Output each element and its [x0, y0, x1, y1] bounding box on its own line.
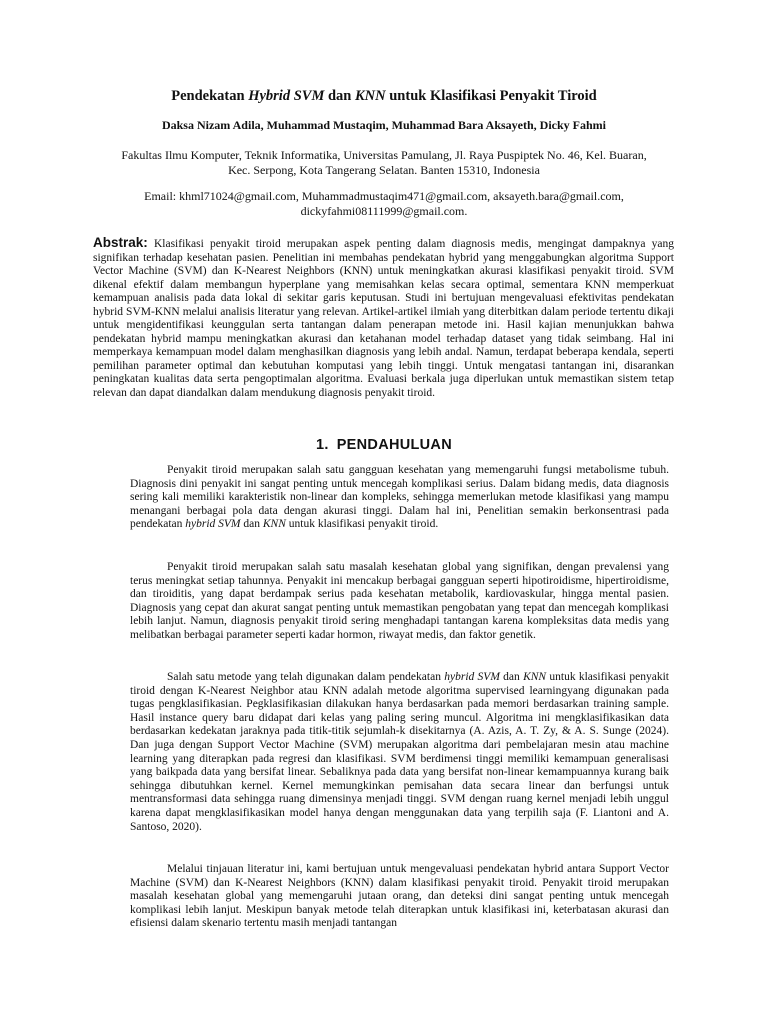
abstract-text: Klasifikasi penyakit tiroid merupakan aspek penting dalam diagnosis medis, mengingat dampaknya yang signifikan terhadap kesehatan pasien. Penelitian ini membahas pendekatan hybrid yang menggabungkan algoritma Support Vector Machine (SVM) dan K-Nearest Neighbors (KNN) untuk meningkatkan akurasi klasifikasi penyakit tiroid. SVM dikenal efektif dalam membangun hyperplane yang memisahkan kelas secara optimal, sementara KNN memperkuat kemampuan analisis pada data lokal di sekitar garis keputusan. Studi ini bertujuan mengevaluasi efektivitas pendekatan hybrid SVM-KNN melalui analisis literatur yang relevan. Artikel-artikel ilmiah yang diterbitkan dalam periode tertentu dikaji untuk mengidentifikasi keunggulan serta tantangan dalam penerapan metode ini. Hasil kajian menunjukkan bahwa pendekatan hybrid mampu meningkatkan akurasi dan ketahanan model terhadap dataset yang tidak seimbang. Hal ini memperkaya kemampuan model dalam menghasilkan diagnosis yang lebih andal. Namun, terdapat beberapa kendala, seperti pemilihan parameter optimal dan kebutuhan komputasi yang lebih tinggi. Untuk mengatasi tantangan ini, disarankan peningkatan kualitas data serta pengoptimalan algoritma. Evaluasi berkala juga diperlukan untuk memastikan sistem tetap relevan dan dapat diandalkan dalam mendukung diagnosis penyakit tiroid. [93, 238, 675, 399]
paragraph-text: Penyakit tiroid merupakan salah satu gangguan kesehatan yang memengaruhi fungsi metabolisme tubuh. Diagnosis dini penyakit ini sangat penting untuk mencegah komplikasi serius. Dalam bidang medis, data diagnosis sering kali memiliki karakteristik non-linear dan kompleks, sehingga memerlukan metode klasifikasi yang mampu menangani berbagai pola data dengan akurasi tinggi. Dalam hal ini, Penelitian semakin berkonsentrasi pada pendekatan [130, 464, 669, 531]
paragraph-text: untuk klasifikasi penyakit tiroid. [285, 518, 439, 531]
title-part: dan [324, 88, 355, 104]
abstract-label: Abstrak: [93, 235, 148, 250]
body-paragraph-3 [130, 671, 669, 834]
title-emphasis-hybrid-svm: Hybrid SVM [248, 88, 325, 104]
email-line: dickyfahmi08111999@gmail.com. [300, 204, 468, 218]
title-part: untuk Klasifikasi Penyakit Tiroid [385, 88, 597, 104]
title-part: Pendekatan [171, 88, 249, 104]
title-emphasis-knn: KNN [354, 88, 386, 104]
author-list: Daksa Nizam Adila, Muhammad Mustaqim, Muhammad Bara Aksayeth, Dicky Fahmi [161, 118, 607, 132]
body-paragraph-4 [130, 863, 669, 931]
paragraph-text: untuk klasifikasi penyakit tiroid dengan K-Nearest Neighbor atau KNN adalah metode algoritma supervised learningyang digunakan pada tugas pengklasifikasian. Pegklasifikasian dilakukan hanya berdasarkan pada memori berdasarkan training sample. Hasil instance query baru didapat dari kelas yang paling sering muncul. Algoritma ini mengklasifikasikan data berdasarkan kedekatan jaraknya pada titik-titik sejumlah-k disekitarnya (A. Azis, A. T. Zy, & A. S. Sunge (2024). Dan juga dengan Support Vector Machine (SVM) merupakan algoritma dari pembelajaran mesin atau machine learning yang diterapkan pada regresi dan klasifikasi. SVM berdimensi tinggi memiliki kemampuan generalisasi yang baikpada data yang bersifat linear. Sebaliknya pada data yang bersifat non-linear kemampuannya kurang baik sehingga dibutuhkan kernel. Kernel memungkinkan pemisahan data secara linear dan berfungsi untuk mentransformasi data sehingga ruang dimensinya menjadi tinggi. SVM dengan ruang kernel menjadi lebih unggul karena dapat mengklasifikasikan model hanya dengan menggunakan data yang terpilih saja (F. Liantoni and A. Santoso, 2020). [130, 671, 669, 833]
paragraph-text: dan [240, 518, 263, 531]
paragraph-text: Melalui tinjauan literatur ini, kami bertujuan untuk mengevaluasi pendekatan hybrid antara Support Vector Machine (SVM) dan K-Nearest Neighbors (KNN) dalam klasifikasi penyakit tiroid. Penyakit tiroid merupakan masalah kesehatan global yang memengaruhi jutaan orang, dan deteksi dini sangat penting untuk mencegah komplikasi lebih lanjut. Meskipun banyak metode telah diterapkan untuk klasifikasi ini, keterbatasan akurasi dan efisiensi dalam skenario tertentu masih menjadi tantangan [130, 863, 669, 930]
abstract [93, 236, 674, 400]
emphasis-hybrid-svm: hybrid SVM [444, 671, 500, 683]
emphasis-knn: KNN [523, 671, 547, 683]
affiliation [60, 148, 708, 178]
paragraph-text: Penyakit tiroid merupakan salah satu masalah kesehatan global yang signifikan, dengan prevalensi yang terus meningkat setiap tahunnya. Penyakit ini mencakup berbagai gangguan seperti hipotiroidisme, hipertiroidisme, dan tiroiditis, yang dapat berdampak serius pada kesehatan metabolik, kardiovaskular, hingga mental pasien. Diagnosis yang cepat dan akurat sangat penting untuk memastikan pengobatan yang tepat dan mencegah komplikasi lebih lanjut. Namun, diagnosis penyakit tiroid sering menghadapi tantangan karena kompleksitas data medis yang melibatkan berbagai parameter seperti kadar hormon, riwayat medis, dan faktor genetik. [130, 561, 669, 641]
email-line: Email: khml71024@gmail.com, Muhammadmustaqim471@gmail.com, aksayeth.bara@gmail.com, [144, 189, 624, 203]
affiliation-line: Fakultas Ilmu Komputer, Teknik Informatika, Universitas Pamulang, Jl. Raya Puspiptek No. 46, Kel. Buaran, [121, 148, 647, 162]
paragraph-text: dan [499, 671, 524, 683]
paper-title [0, 88, 768, 105]
section-title: PENDAHULUAN [336, 437, 452, 453]
emphasis-knn: KNN [262, 518, 286, 531]
body-paragraph-1 [130, 464, 669, 532]
author-emails [60, 189, 708, 219]
emphasis-hybrid-svm: hybrid SVM [185, 518, 241, 531]
section-number: 1. [316, 437, 329, 453]
paragraph-text: Salah satu metode yang telah digunakan dalam pendekatan [167, 671, 445, 683]
affiliation-line: Kec. Serpong, Kota Tangerang Selatan. Banten 15310, Indonesia [228, 163, 540, 177]
body-paragraph-2 [130, 561, 669, 643]
section-heading [0, 437, 768, 453]
